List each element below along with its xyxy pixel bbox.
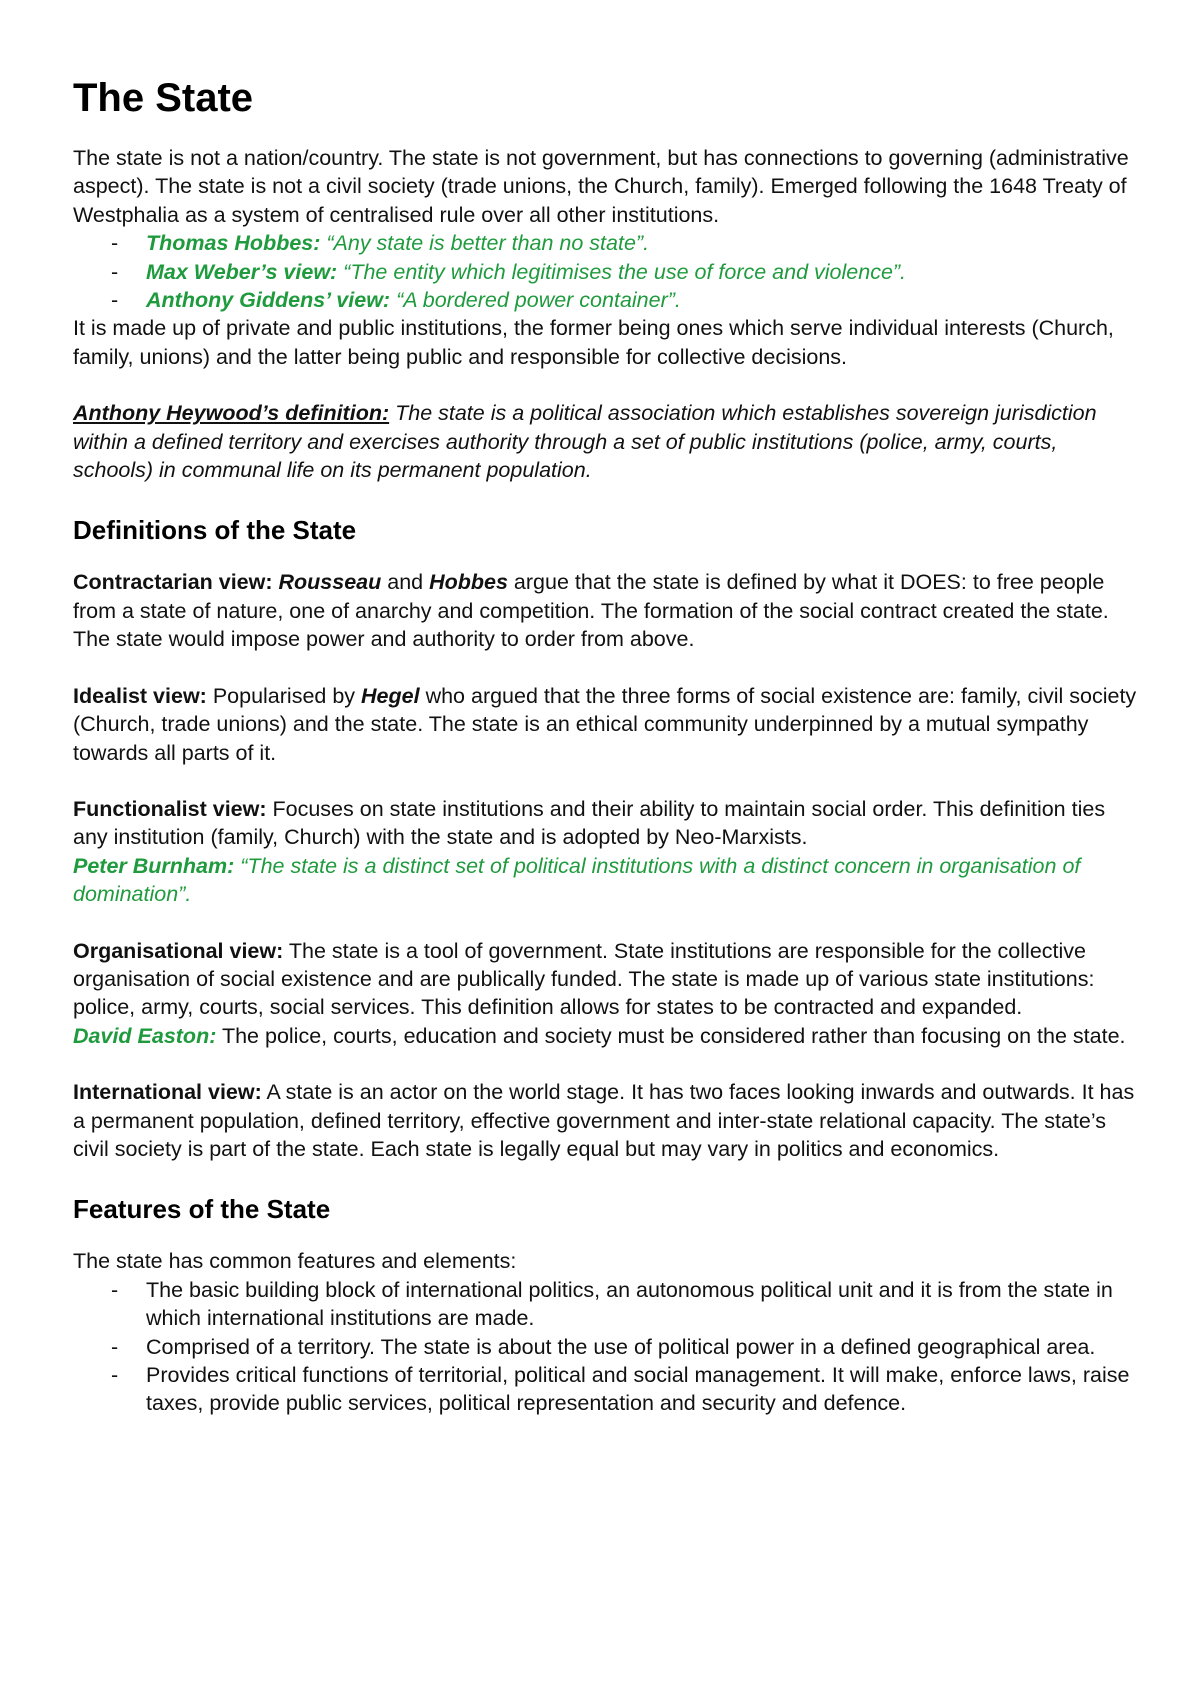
easton-quote: [73, 1022, 1140, 1050]
view-name: Anthony Giddens’ view:: [146, 288, 391, 313]
functionalist-paragraph: [73, 795, 1140, 852]
easton-name: David Easton:: [73, 1023, 217, 1048]
international-text: A state is an actor on the world stage. It has two faces looking inwards and outwards. It has a permanent population, defined territory, effective government and inter-state relational capacity. The state’s civil society is part of the state. Each state is legally equal but may vary in politics and economics.: [73, 1080, 1135, 1161]
contractarian-label: Contractarian view:: [73, 570, 273, 595]
hobbes-name: Hobbes: [429, 570, 508, 595]
idealist-paragraph: [73, 682, 1140, 767]
burnham-text: “The state is a distinct set of political institutions with a distinct concern in organisation of domination”.: [73, 853, 1081, 907]
view-name: Max Weber’s view:: [146, 259, 338, 284]
definitions-heading: Definitions of the State: [73, 515, 357, 546]
international-label: International view:: [73, 1080, 262, 1105]
features-intro: The state has common features and elements:: [73, 1249, 517, 1274]
burnham-quote: [73, 852, 1140, 909]
list-item: - Comprised of a territory. The state is about the use of political power in a defined geographical area.: [111, 1333, 1140, 1361]
rousseau-name: Rousseau: [278, 570, 382, 595]
list-item: - Provides critical functions of territorial, political and social management. It will make, enforce laws, raise taxes, provide public services, political representation and security and defence.: [111, 1361, 1140, 1418]
features-heading: Features of the State: [73, 1194, 331, 1225]
features-list: [73, 1276, 1140, 1418]
heywood-definition: [73, 399, 1140, 484]
heywood-label: Anthony Heywood’s definition:: [73, 401, 390, 426]
page-title: The State: [73, 76, 254, 120]
organisational-text: The state is a tool of government. State institutions are responsible for the collective organisation of social existence and are publically funded. The state is made up of various state institutions: police, army, courts, social services. This definition allows for states to be contracted and expanded.: [73, 938, 1095, 1020]
functionalist-text: Focuses on state institutions and their ability to maintain social order. This definition ties any institution (family, Church) with the state and is adopted by Neo-Marxists.: [73, 796, 1106, 850]
list-item: - The basic building block of international politics, an autonomous political unit and it is from the state in which international institutions are made.: [111, 1276, 1140, 1333]
list-item: [111, 286, 1140, 314]
view-quote: “A bordered power container”.: [390, 288, 681, 313]
heywood-text: The state is a political association which establishes sovereign jurisdiction within a defined territory and exercises authority through a set of public institutions (police, army, courts, schools) in communal life on its permanent population.: [73, 401, 1097, 483]
and-text: and: [381, 570, 430, 595]
international-paragraph: [73, 1078, 1140, 1163]
easton-text: The police, courts, education and society must be considered rather than focusing on the state.: [216, 1023, 1126, 1048]
contractarian-paragraph: [73, 568, 1140, 653]
intro-paragraph: The state is not a nation/country. The state is not government, but has connections to governing (administrative aspect). The state is not a civil society (trade unions, the Church, family). Emerged following the 1648 Treaty of Westphalia as a system of centralised rule over all other institutions.: [73, 146, 1129, 227]
list-item: [111, 258, 1140, 286]
list-item: [111, 229, 1140, 257]
idealist-label: Idealist view:: [73, 683, 207, 708]
view-name: Thomas Hobbes:: [146, 231, 321, 256]
organisational-label: Organisational view:: [73, 938, 284, 963]
contractarian-text: argue that the state is defined by what it DOES: to free people from a state of nature, one of anarchy and competition. The formation of the social contract created the state. The state would impose power and authority to order from above.: [73, 570, 1109, 652]
view-quote: “Any state is better than no state”.: [320, 231, 650, 256]
idealist-text: who argued that the three forms of social existence are: family, civil society (Church, trade unions) and the state. The state is an ethical community underpinned by a mutual sympathy towards all parts of it.: [73, 683, 1137, 765]
functionalist-label: Functionalist view:: [73, 796, 267, 821]
organisational-paragraph: [73, 937, 1140, 1022]
burnham-name: Peter Burnham:: [73, 853, 235, 878]
idealist-pre: Popularised by: [206, 683, 362, 708]
institutions-paragraph: It is made up of private and public institutions, the former being ones which serve individual interests (Church, family, unions) and the latter being public and responsible for collective decisions.: [73, 316, 1114, 369]
views-list: [73, 229, 1140, 314]
view-quote: “The entity which legitimises the use of force and violence”.: [337, 259, 907, 284]
hegel-name: Hegel: [361, 683, 420, 708]
